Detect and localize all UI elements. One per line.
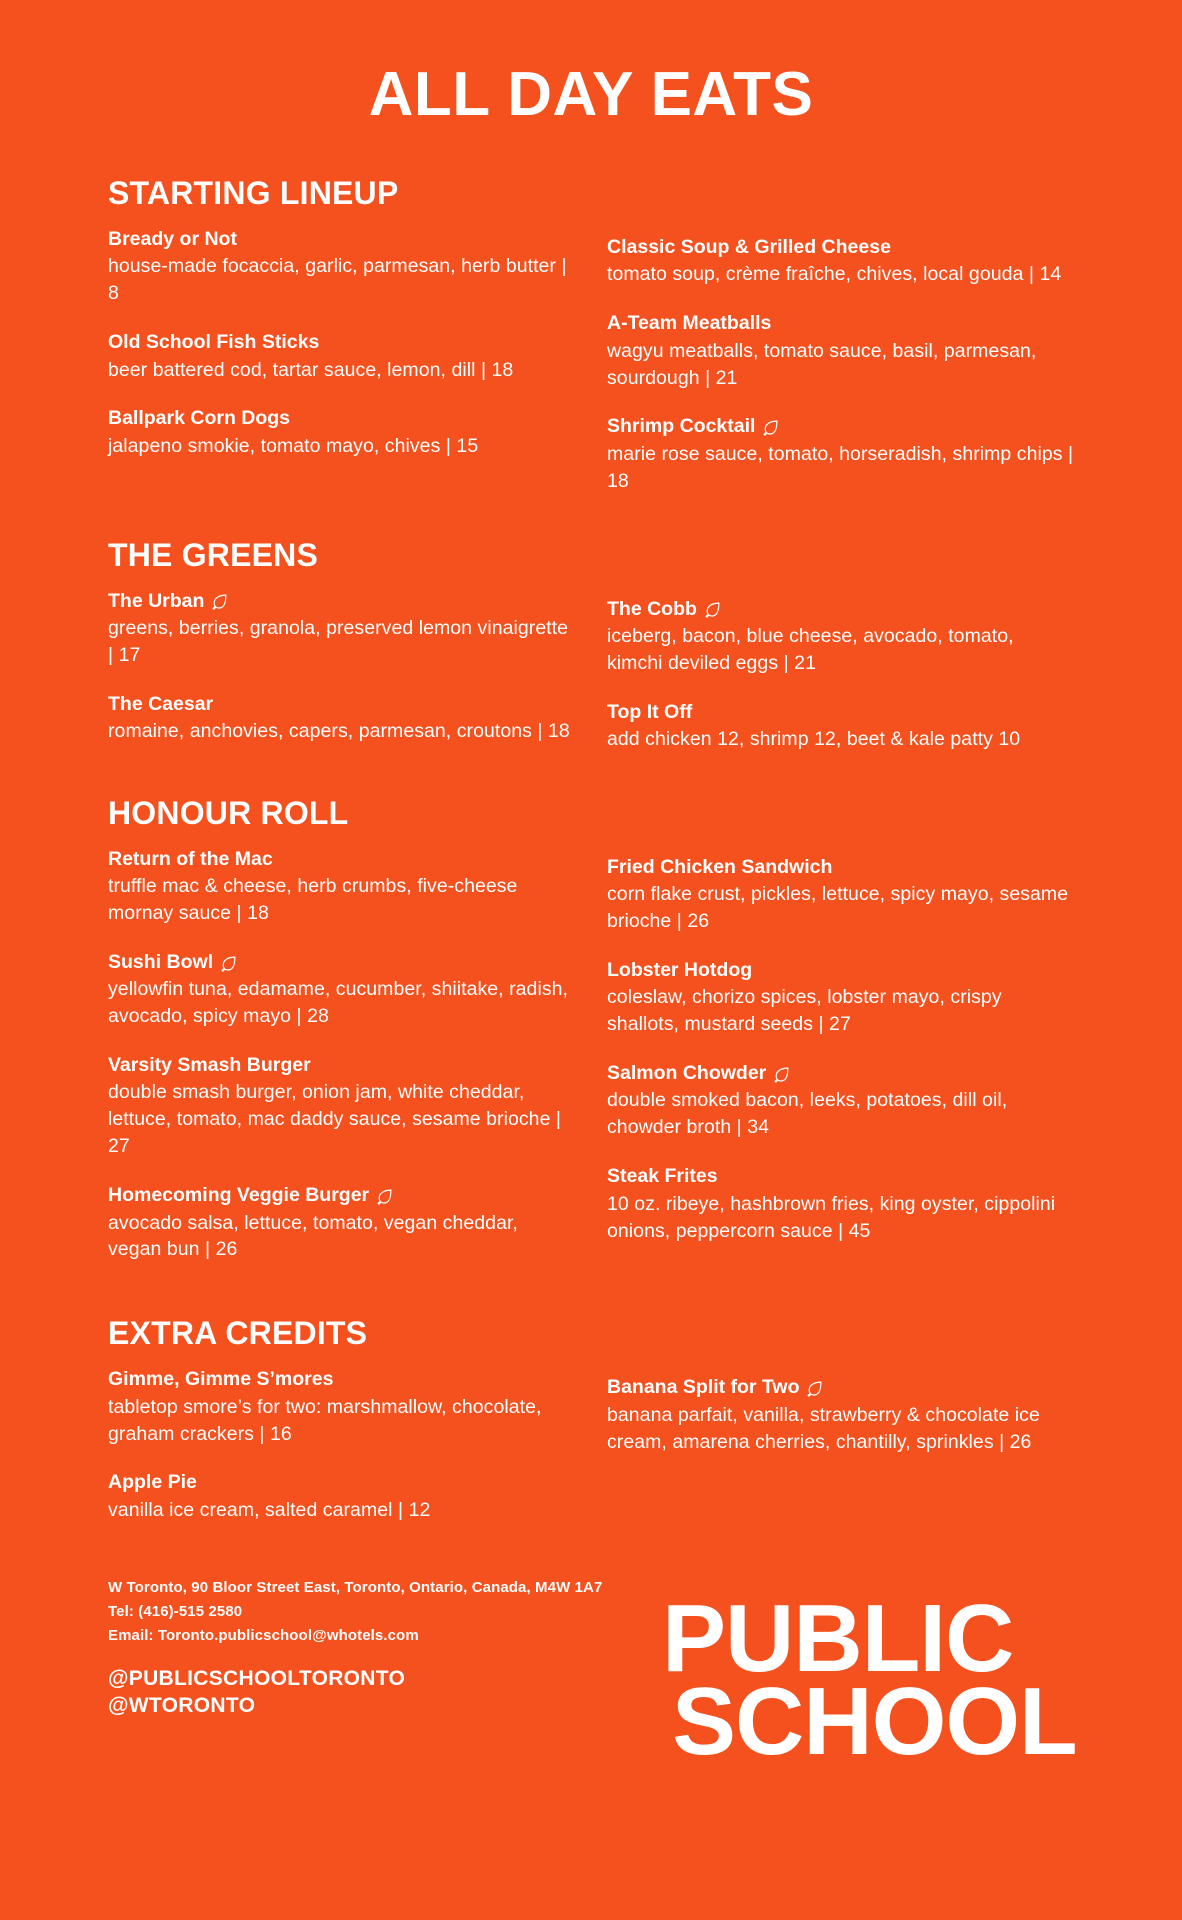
menu-item-description: marie rose sauce, tomato, horseradish, shrimp chips | 18: [607, 442, 1074, 492]
section-title: HONOUR ROLL: [108, 794, 349, 831]
menu-item-name: [607, 957, 1074, 983]
section-honour-roll: [108, 795, 1074, 1263]
menu-item-description: corn flake crust, pickles, lettuce, spicy mayo, sesame brioche | 26: [607, 883, 1069, 933]
menu-item-name: [108, 226, 575, 252]
footer-telephone: Tel: (416)-515 2580: [108, 1602, 243, 1620]
column-left: [108, 1366, 575, 1523]
menu-item-label: The Cobb: [607, 597, 697, 620]
menu-item: [607, 234, 1074, 288]
menu-item-name: [108, 588, 575, 614]
menu-item: [607, 699, 1074, 753]
section-title: EXTRA CREDITS: [108, 1315, 368, 1352]
menu-item-name: [607, 596, 1074, 622]
menu-item-label: Lobster Hotdog: [607, 959, 753, 982]
menu-item-description: avocado salsa, lettuce, tomato, vegan cheddar, vegan bun | 26: [108, 1211, 518, 1261]
menu-item-description: double smash burger, onion jam, white cheddar, lettuce, tomato, mac daddy sauce, sesame brioche | 27: [108, 1081, 562, 1158]
menu-item-label: Old School Fish Sticks: [108, 331, 320, 354]
menu-item: [607, 310, 1074, 391]
column-right: [607, 588, 1074, 753]
menu-item-name: [108, 1366, 575, 1392]
section-extra-credits: [108, 1315, 1074, 1523]
leaf-icon: [704, 601, 721, 618]
menu-item: [108, 1182, 575, 1263]
menu-item-label: Gimme, Gimme S’mores: [108, 1368, 334, 1391]
menu-item-description: romaine, anchovies, capers, parmesan, croutons | 18: [108, 720, 570, 742]
menu-item-description: add chicken 12, shrimp 12, beet & kale patty 10: [607, 728, 1021, 750]
menu-item-label: Salmon Chowder: [607, 1062, 767, 1085]
menu-item: [607, 957, 1074, 1038]
menu-item-name: [607, 310, 1074, 336]
menu-item-name: [108, 949, 575, 975]
menu-item: [607, 854, 1074, 935]
footer-social-handles: [108, 1665, 1074, 1720]
menu-item-name: [108, 1182, 575, 1208]
menu-item-name: [607, 1163, 1074, 1189]
menu-item-name: [607, 854, 1074, 880]
column-left: [108, 226, 575, 494]
leaf-icon: [806, 1380, 823, 1397]
leaf-icon: [220, 955, 237, 972]
footer-contact: [108, 1576, 1074, 1649]
menu-item: [108, 226, 575, 307]
menu-item-label: Varsity Smash Burger: [108, 1054, 311, 1077]
menu-item-label: Homecoming Veggie Burger: [108, 1184, 370, 1207]
menu-item-name: [108, 1052, 575, 1078]
menu-item-label: Return of the Mac: [108, 847, 273, 870]
leaf-icon: [376, 1188, 393, 1205]
menu-item-label: Fried Chicken Sandwich: [607, 855, 833, 878]
section-title: STARTING LINEUP: [108, 175, 399, 212]
menu-item-description: vanilla ice cream, salted caramel | 12: [108, 1498, 431, 1521]
menu-item-name: [108, 1469, 575, 1495]
menu-item-name: [607, 413, 1074, 439]
menu-item: [607, 1374, 1074, 1455]
menu-item: [108, 405, 575, 459]
menu-item-description: wagyu meatballs, tomato sauce, basil, parmesan, sourdough | 21: [607, 339, 1037, 389]
column-left: [108, 588, 575, 753]
menu-item-description: tabletop smore’s for two: marshmallow, chocolate, graham crackers | 16: [108, 1395, 542, 1445]
menu-item: [108, 329, 575, 383]
leaf-icon: [773, 1066, 790, 1083]
menu-item-label: Sushi Bowl: [108, 951, 214, 974]
section-columns: [108, 588, 1074, 753]
menu-item-name: [607, 1060, 1074, 1086]
menu-item-name: [607, 1374, 1074, 1400]
social-handle-publicschooltoronto: @PUBLICSCHOOLTORONTO: [108, 1666, 406, 1690]
menu-item-label: Classic Soup & Grilled Cheese: [607, 236, 891, 259]
section-starting-lineup: [108, 175, 1074, 494]
menu-item-description: truffle mac & cheese, herb crumbs, five-cheese mornay sauce | 18: [108, 875, 518, 925]
section-columns: [108, 226, 1074, 494]
menu-item-description: jalapeno smokie, tomato mayo, chives | 15: [108, 434, 479, 457]
menu-item-label: A-Team Meatballs: [607, 312, 772, 335]
brand-logo-line-1: PUBLIC: [662, 1585, 1014, 1693]
menu-item-description: house-made focaccia, garlic, parmesan, herb butter | 8: [108, 255, 567, 305]
menu-item: [108, 1052, 575, 1160]
footer-address: W Toronto, 90 Bloor Street East, Toronto, Ontario, Canada, M4W 1A7: [108, 1578, 603, 1596]
leaf-icon: [762, 419, 779, 436]
menu-item-label: Top It Off: [607, 700, 693, 723]
menu-item: [607, 1060, 1074, 1141]
menu-item: [108, 691, 575, 745]
leaf-icon: [211, 593, 228, 610]
menu-item-name: [108, 846, 575, 872]
menu-item-label: The Caesar: [108, 692, 214, 715]
menu-item-name: [108, 405, 575, 431]
menu-item: [607, 596, 1074, 677]
section-columns: [108, 846, 1074, 1263]
section-columns: [108, 1366, 1074, 1523]
column-right: [607, 1366, 1074, 1523]
page-title: ALL DAY EATS: [368, 60, 814, 129]
menu-item-label: Steak Frites: [607, 1165, 718, 1188]
menu-item-description: tomato soup, crème fraîche, chives, local gouda | 14: [607, 263, 1062, 286]
footer: [108, 1576, 1077, 1775]
menu-item: [108, 846, 575, 927]
menu-item-name: [108, 691, 575, 717]
menu-item-label: Banana Split for Two: [607, 1376, 800, 1399]
menu-item-description: banana parfait, vanilla, strawberry & chocolate ice cream, amarena cherries, chantilly, sprinkles | 26: [607, 1403, 1040, 1453]
menu-item-name: [607, 699, 1074, 725]
menu-item-name: [607, 234, 1074, 260]
menu-item: [607, 1163, 1074, 1244]
menu-item-description: 10 oz. ribeye, hashbrown fries, king oyster, cippolini onions, peppercorn sauce | 45: [607, 1192, 1056, 1242]
social-handle-wtoronto: @WTORONTO: [108, 1693, 256, 1717]
menu-item-label: Bready or Not: [108, 228, 237, 251]
menu-item: [108, 588, 575, 669]
menu-item: [108, 1469, 575, 1523]
menu-item-description: beer battered cod, tartar sauce, lemon, dill | 18: [108, 358, 514, 381]
section-the-greens: [108, 537, 1074, 753]
menu-item-label: Shrimp Cocktail: [607, 415, 756, 438]
column-right: [607, 846, 1074, 1263]
column-right: [607, 226, 1074, 494]
brand-logo-line-2: SCHOOL: [672, 1667, 1077, 1775]
menu-item-description: greens, berries, granola, preserved lemon vinaigrette | 17: [108, 616, 569, 666]
menu-item: [108, 1366, 575, 1447]
menu-item-description: yellowfin tuna, edamame, cucumber, shiitake, radish, avocado, spicy mayo | 28: [108, 978, 568, 1028]
section-title: THE GREENS: [108, 536, 319, 573]
footer-email: Email: Toronto.publicschool@whotels.com: [108, 1627, 419, 1645]
column-left: [108, 846, 575, 1263]
menu-item-description: double smoked bacon, leeks, potatoes, dill oil, chowder broth | 34: [607, 1089, 1008, 1139]
menu-item: [607, 413, 1074, 494]
menu-item-label: The Urban: [108, 589, 205, 612]
menu-item: [108, 949, 575, 1030]
menu-item-description: iceberg, bacon, blue cheese, avocado, tomato, kimchi deviled eggs | 21: [607, 624, 1014, 674]
menu-item-label: Ballpark Corn Dogs: [108, 407, 291, 430]
menu-item-name: [108, 329, 575, 355]
menu-item-label: Apple Pie: [108, 1471, 197, 1494]
menu-item-description: coleslaw, chorizo spices, lobster mayo, crispy shallots, mustard seeds | 27: [607, 986, 1002, 1036]
